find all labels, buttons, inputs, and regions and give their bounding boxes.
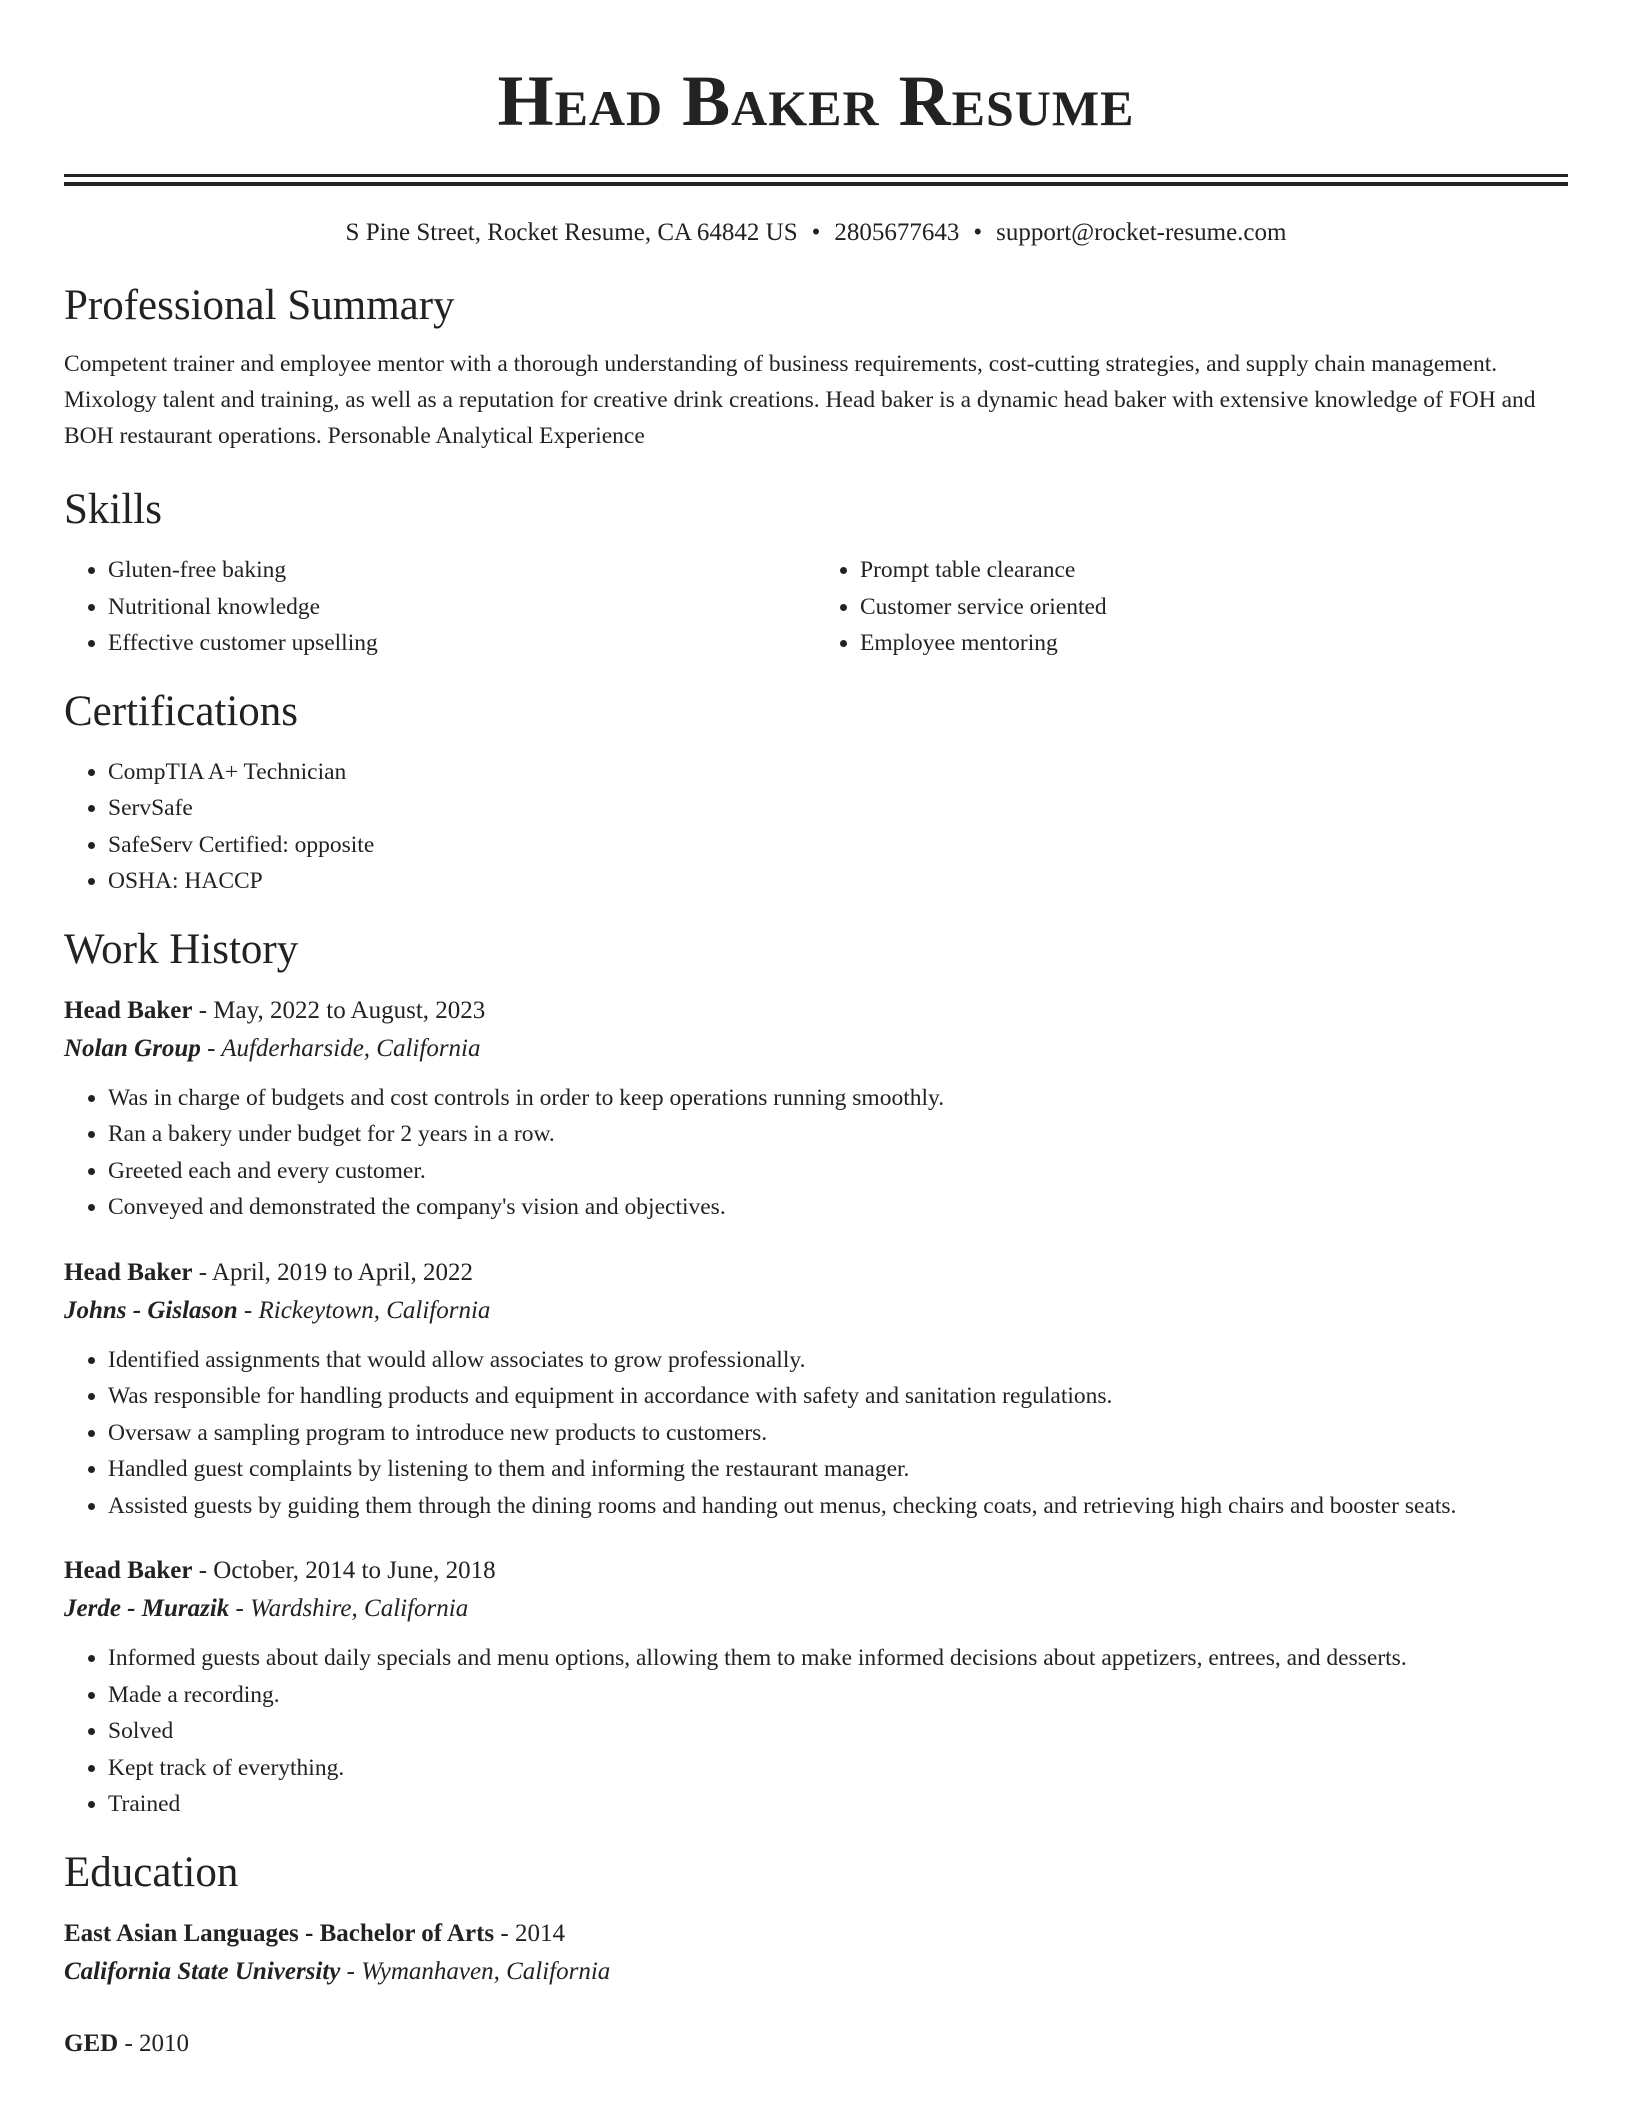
resume-page (64, 0, 1568, 2063)
contact-separator: • (973, 219, 983, 246)
skills-list-left (64, 552, 816, 662)
job-bullets (64, 1640, 1568, 1823)
education-degree: East Asian Languages - Bachelor of Arts (64, 1919, 495, 1947)
job-title-line (64, 1254, 1568, 1292)
job-company-line (64, 1292, 1568, 1330)
job-bullet: • Assisted guests by guiding them through the dining rooms and handing out menus, checking coats, and retrieving high chairs and booster seats. (108, 1488, 1568, 1525)
job-bullet: • Conveyed and demonstrated the company's vision and objectives. (108, 1189, 1568, 1226)
education-degree-line (64, 2025, 1568, 2063)
job-role: Head Baker (64, 996, 193, 1024)
certification-item: • OSHA: HACCP (108, 863, 1568, 900)
certification-item: • SafeServ Certified: opposite (108, 827, 1568, 864)
education-school-line (64, 1953, 1568, 1991)
job-bullet: • Kept track of everything. (108, 1750, 1568, 1787)
job-entry (64, 1552, 1568, 1823)
job-dates: - April, 2019 to April, 2022 (192, 1258, 474, 1286)
certification-item: • ServSafe (108, 790, 1568, 827)
job-bullet: • Trained (108, 1786, 1568, 1823)
job-location: - Aufderharside, California (200, 1034, 481, 1062)
education-entry (64, 1915, 1568, 1991)
skills-columns (64, 552, 1568, 662)
education-heading: Education (64, 1848, 239, 1896)
job-entry (64, 1254, 1568, 1525)
work-history-heading: Work History (64, 925, 299, 973)
resume-title: Head Baker Resume (497, 61, 1135, 141)
job-bullet: • Was responsible for handling products and equipment in accordance with safety and sanitation regulations. (108, 1378, 1568, 1415)
job-company: Johns - Gislason (64, 1296, 238, 1324)
skills-heading: Skills (64, 486, 162, 533)
job-bullet: • Was in charge of budgets and cost controls in order to keep operations running smoothly. (108, 1080, 1568, 1117)
job-bullets (64, 1342, 1568, 1525)
contact-address: S Pine Street, Rocket Resume, CA 64842 US (345, 219, 798, 246)
job-role: Head Baker (64, 1258, 193, 1286)
education-year: - 2010 (118, 2029, 190, 2057)
job-company-line (64, 1590, 1568, 1628)
job-dates: - May, 2022 to August, 2023 (192, 996, 486, 1024)
job-bullet: • Oversaw a sampling program to introduce new products to customers. (108, 1415, 1568, 1452)
summary-heading: Professional Summary (64, 282, 455, 329)
education-location: - Wymanhaven, California (340, 1957, 611, 1985)
skill-item: • Employee mentoring (860, 625, 1568, 662)
certifications-heading: Certifications (64, 687, 299, 735)
education-entry (64, 2025, 1568, 2063)
certifications-list (64, 754, 1568, 900)
education-school: California State University (64, 1957, 341, 1985)
job-bullet: • Informed guests about daily specials and menu options, allowing them to make informed decisions about appetizers, entrees, and desserts. (108, 1640, 1568, 1677)
job-bullets (64, 1080, 1568, 1226)
education-year: - 2014 (494, 1919, 565, 1947)
skill-item: • Effective customer upselling (108, 625, 816, 662)
skill-item: • Nutritional knowledge (108, 589, 816, 626)
job-bullet: • Ran a bakery under budget for 2 years in a row. (108, 1116, 1568, 1153)
skill-item: • Customer service oriented (860, 589, 1568, 626)
skills-list-right (816, 552, 1568, 662)
job-location: - Wardshire, California (229, 1595, 469, 1622)
job-bullet: • Greeted each and every customer. (108, 1153, 1568, 1190)
skill-item: • Gluten-free baking (108, 552, 816, 589)
summary-text: Competent trainer and employee mentor with a thorough understanding of business requirements, cost-cutting strategies, and supply chain management. Mixology talent and training, as well as a reputation for creative drink creations. Head baker is a dynamic head baker with extensive knowledge of FOH and BOH restaurant operations. Personable Analytical Experience (64, 351, 1536, 449)
job-bullet: • Made a recording. (108, 1677, 1568, 1714)
contact-phone: 2805677643 (834, 219, 960, 246)
job-role: Head Baker (64, 1557, 193, 1584)
education-degree-line (64, 1915, 1568, 1953)
title-divider (64, 174, 1568, 186)
contact-line (64, 216, 1568, 250)
job-bullet: • Identified assignments that would allow associates to grow professionally. (108, 1342, 1568, 1379)
skill-item: • Prompt table clearance (860, 552, 1568, 589)
education-degree: GED (64, 2029, 119, 2057)
job-company: Jerde - Murazik (64, 1595, 230, 1622)
job-location: - Rickeytown, California (237, 1296, 491, 1324)
job-dates: - October, 2014 to June, 2018 (192, 1557, 496, 1584)
certification-item: • CompTIA A+ Technician (108, 754, 1568, 791)
contact-separator: • (811, 219, 821, 246)
job-title-line (64, 992, 1568, 1030)
job-title-line (64, 1552, 1568, 1590)
job-entry (64, 992, 1568, 1226)
job-company-line (64, 1030, 1568, 1068)
job-bullet: • Handled guest complaints by listening to them and informing the restaurant manager. (108, 1451, 1568, 1488)
job-company: Nolan Group (64, 1034, 201, 1062)
job-bullet: • Solved (108, 1713, 1568, 1750)
contact-email: support@rocket-resume.com (996, 219, 1287, 246)
